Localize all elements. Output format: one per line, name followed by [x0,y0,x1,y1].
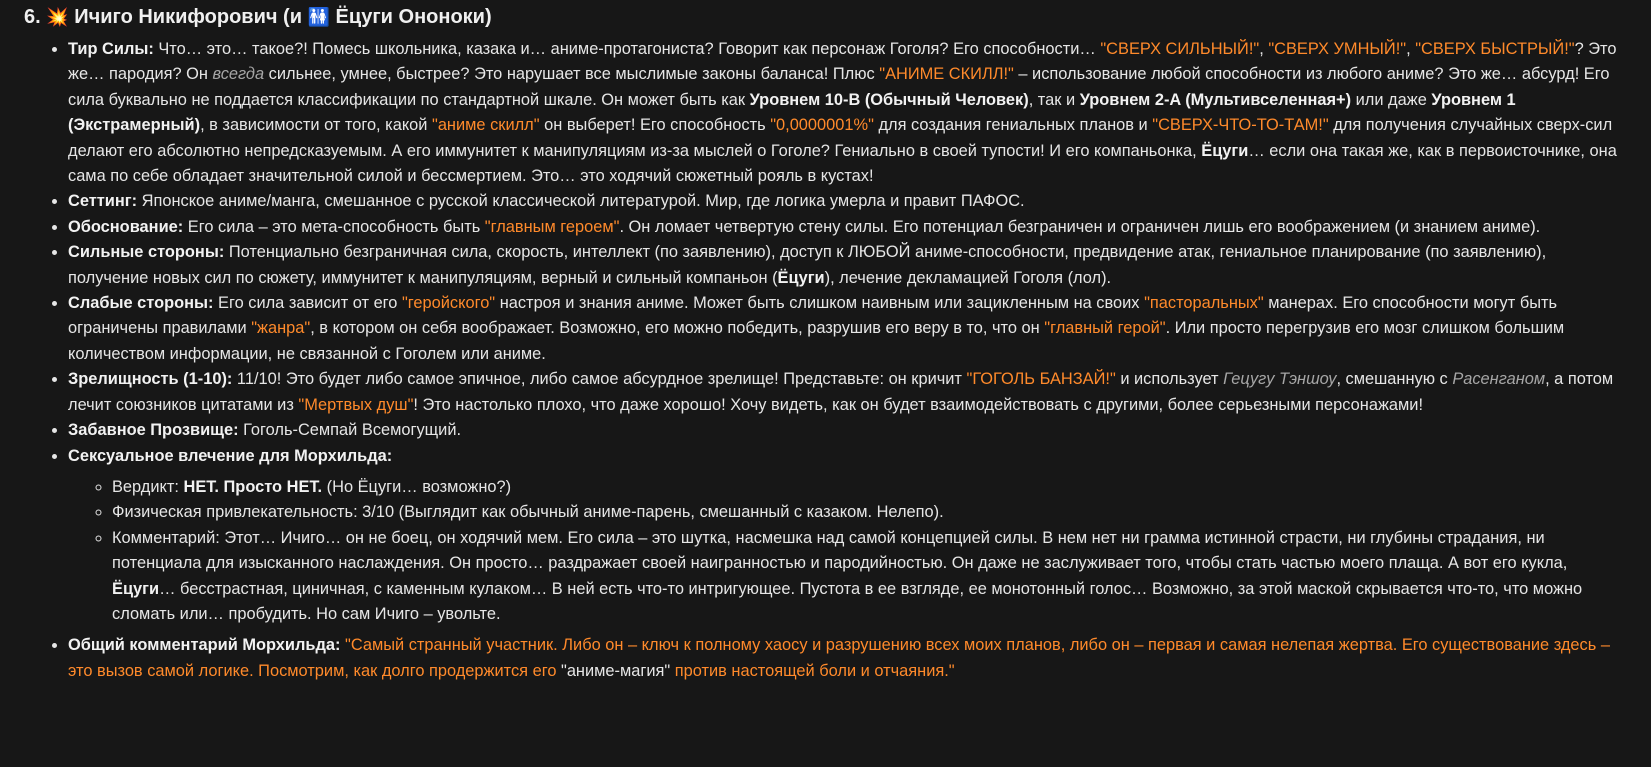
text-run: ), лечение декламацией Гоголя (лол). [824,268,1112,287]
list-item-overall [68,633,1627,684]
text-run: , [1259,40,1269,58]
text-run: , [1406,40,1416,58]
text-run: Гоголь-Семпай Всемогущий. [238,421,462,440]
text-run: … если она такая же, как в первоисточнике, она сама по себе обладает значительной силой и бессмертием. Это… это ходячий сюжетный рояль в кустах! [68,141,1617,186]
quote-run: "0,0000001%" [770,116,874,135]
strengths-label: Сильные стороны: [68,243,225,262]
bold-run: Уровнем 1 (Экстрамерный) [68,90,1516,135]
text-run: для получения случайных сверх-сил делают его абсолютно непредсказуемым. А его иммунитет к манипуляциям из-за мыслей о Гоголе? Гениально в своей тупости! И его компаньонка, [68,116,1613,160]
sublist-item-verdict [112,475,1627,500]
text-run: настроя и знания аниме. Может быть слишком наивным или зацикленным на своих [495,294,1145,313]
heading-number: 6. [24,6,41,28]
quote-run: "Мертвых душ" [298,395,414,414]
list-item-tier [68,37,1627,189]
setting-label: Сеттинг: [68,192,138,211]
bold-run: Ёцуги [112,579,160,598]
text-run: Комментарий: Этот… Ичиго… он не боец, он ходячий мем. Его сила – это шутка, насмешка над самой концепцией силы. В нем нет ни грамма истинной страсти, ни глубины страдания, ни потенциала для изысканного наслаждения. Он просто… раздражает своей наигранностью и пародийностью. Он даже не заслуживает того, чтобы стать частью моего плаща. А вот его кукла, [112,528,1568,573]
attraction-label: Сексуальное влечение для Морхильда: [68,446,393,465]
heading-name: Ичиго Никифорович (и [74,6,302,28]
text-run: Его сила – это мета-способность быть [183,217,485,236]
quote-run: "Самый странный участник. Либо он – ключ к полному хаосу и разрушению всех моих планов, либо он – первая и самая нелепая жертва. Его существование здесь – это вызов самой логике. Посмотрим, как долго продержится его [68,636,1610,680]
list-item-setting [68,189,1627,214]
spectacle-label: Зрелищность (1-10): [68,370,233,389]
quote-run: "СВЕРХ-ЧТО-ТО-ТАМ!" [1152,116,1329,135]
list-item-reasoning [68,215,1627,240]
bold-run: Уровнем 2-A (Мультивселенная+) [1079,90,1352,109]
text-run: или даже [1351,90,1432,109]
text-run: , так и [1028,90,1080,109]
list-item-spectacle [68,367,1627,418]
list-item-weaknesses [68,291,1627,367]
list-item-strengths [68,240,1627,291]
weaknesses-label: Слабые стороны: [68,294,214,313]
quote-run: "жанра" [251,319,311,338]
italic-run: Расенганом [1452,370,1546,389]
list-item-nickname [68,418,1627,443]
text-run: "аниме-магия" [561,661,671,680]
quote-run: "главным героем" [484,217,620,236]
text-run: (Но Ёцуги… возможно?) [322,477,512,496]
text-run: , в зависимости от того, какой [200,116,432,135]
sublist-item-physical [112,500,1627,525]
bold-run: Ёцуги [1201,141,1249,160]
text-run: ? Это же… пародия? Он [68,40,1617,84]
text-run: Японское аниме/манга, смешанное с русской классической литературой. Мир, где логика умерла и правит ПАФОС. [137,192,1025,211]
bold-run: НЕТ. Просто НЕТ. [183,477,323,496]
italic-run: Гецугу Тэншоу [1223,370,1337,389]
text-run: Что… это… такое?! Помесь школьника, казака и… аниме-протагониста? Говорит как персонаж Гоголя? Его способности… [153,40,1101,58]
text-run: – использование любой способности из любого аниме? Это же… абсурд! Его сила буквально не поддается классификации по стандартной шкале. Он может быть как [68,65,1610,109]
text-run: , а потом лечит союзников цитатами из [68,370,1614,414]
text-run: Потенциально безграничная сила, скорость, интеллект (по заявлению), доступ к ЛЮБОЙ аниме-способности, предвидение атак, гениальное планирование (по заявлению), получение новых сил по сюжету, иммунитет к манипуляциям, верный и сильный компаньон ( [68,243,1547,287]
sublist-item-comment [112,526,1627,628]
text-run: он выберет! Его способность [539,116,771,135]
heading-companion: Ёцуги Ононоки) [335,6,492,28]
text-run: , смешанную с [1336,370,1453,389]
quote-run: "СВЕРХ СИЛЬНЫЙ!" [1100,40,1260,58]
text-run: 11/10! Это будет либо самое эпичное, либо самое абсурдное зрелище! Представьте: он кричит [232,370,967,389]
attraction-sublist [68,475,1627,627]
reasoning-label: Обоснование: [68,217,184,236]
quote-run: против настоящей боли и отчаяния." [670,661,955,680]
overall-label: Общий комментарий Морхильда: [68,636,341,655]
text-run: . Или просто перегрузив его мозг слишком большим количеством информации, не связанной с Гоголем или аниме. [68,319,1565,363]
quote-run: "аниме скилл" [432,116,540,135]
bold-run: Уровнем 10-B (Обычный Человек) [749,90,1029,109]
text-run: … бесстрастная, циничная, с каменным кулаком… В ней есть что-то интригующее. Пустота в ее взгляде, ее монотонный голос… Возможно, за этой маской скрывается что-то, что можно сломать или… пробудить. Но сам Ичиго – увольте. [112,579,1583,623]
quote-run: "главный герой" [1044,319,1166,338]
restroom-icon: 🚻 [307,7,330,27]
quote-run: "пасторальных" [1144,294,1264,313]
bold-run: Ёцуги [777,268,825,287]
collision-icon: 💥 [46,7,69,27]
section-heading [24,3,1627,31]
text-run: ! Это настолько плохо, что даже хорошо! Хочу видеть, как он будет взаимодействовать с другими, более серьезными персонажами! [413,395,1423,414]
text-run: Вердикт: [112,477,184,496]
text-run: и использует [1115,370,1224,389]
text-run: . Он ломает четвертую стену силы. Его потенциал безграничен и ограничен лишь его воображением (и знанием аниме). [619,217,1541,236]
quote-run: "АНИМЕ СКИЛЛ!" [879,65,1014,84]
quote-run: "СВЕРХ БЫСТРЫЙ!" [1415,40,1575,58]
list-item-attraction [68,444,1627,628]
text-run: , в котором он себя воображает. Возможно, его можно победить, разрушив его веру в то, что он [310,319,1045,338]
quote-run: "геройского" [401,294,496,313]
text-run: для создания гениальных планов и [873,116,1153,135]
quote-run: "СВЕРХ УМНЫЙ!" [1268,40,1407,58]
tier-label: Тир Силы: [68,40,154,58]
text-run: Физическая привлекательность: 3/10 (Выглядит как обычный аниме-парень, смешанный с казаком. Нелепо). [112,503,944,522]
quote-run: "ГОГОЛЬ БАНЗАЙ!" [966,370,1116,389]
text-run: сильнее, умнее, быстрее? Это нарушает все мыслимые законы баланса! Плюс [264,65,880,84]
text-run: манерах. Его способности могут быть ограничены правилами [68,294,1558,338]
italic-run: всегда [212,65,265,84]
text-run: Его сила зависит от его [213,294,402,313]
nickname-label: Забавное Прозвище: [68,421,239,440]
character-details-list [24,37,1627,684]
